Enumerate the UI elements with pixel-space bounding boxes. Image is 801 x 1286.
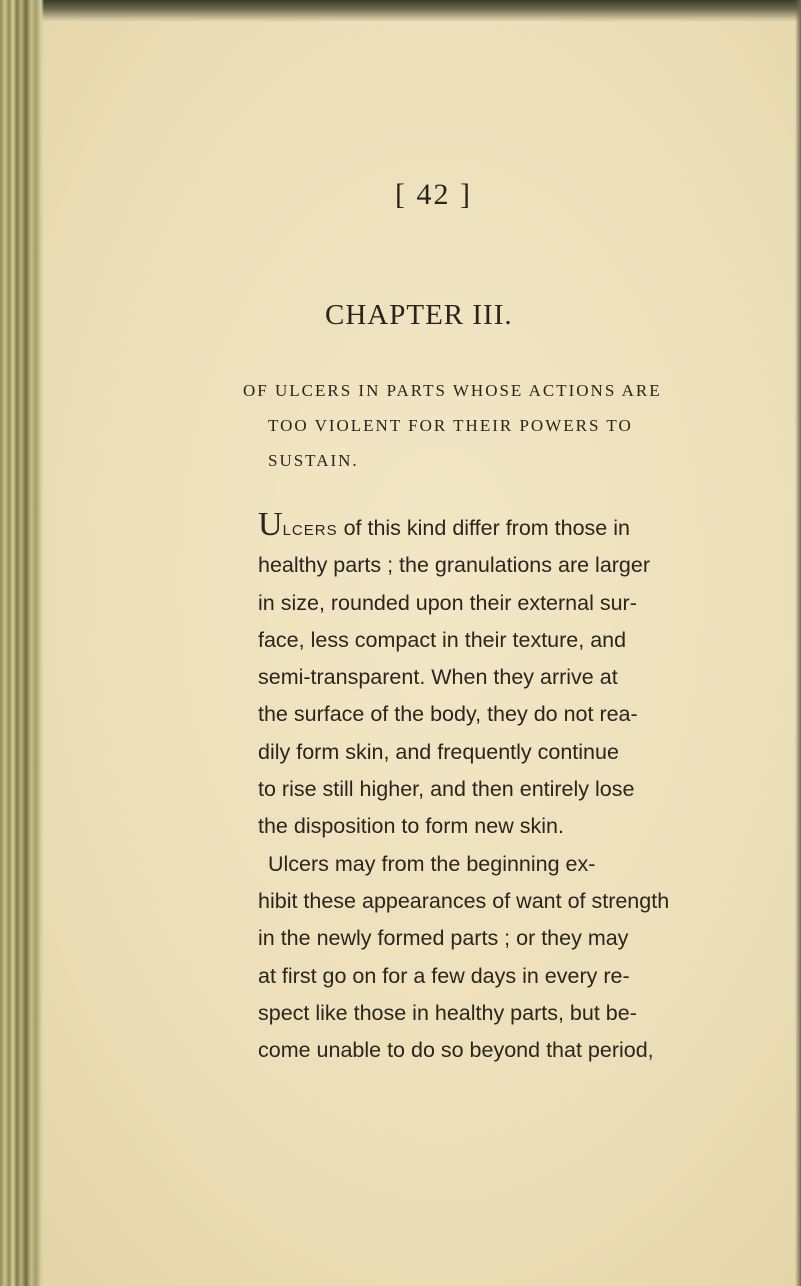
- body-text: [258, 506, 736, 1069]
- first-word-rest: lcers: [282, 516, 338, 540]
- body-line: come unable to do so beyond that period,: [258, 1038, 654, 1063]
- heading-line: TOO VIOLENT FOR THEIR POWERS TO: [268, 416, 633, 435]
- body-line: semi-transparent. When they arrive at: [258, 665, 618, 690]
- body-line-1: [258, 506, 736, 547]
- body-line: healthy parts ; the granulations are larger: [258, 553, 651, 578]
- body-line: the disposition to form new skin.: [258, 814, 564, 839]
- body-line: Ulcers may from the beginning ex-: [268, 851, 596, 876]
- drop-cap: U: [258, 506, 283, 543]
- body-line: hibit these appearances of want of strength: [258, 888, 670, 913]
- body-line: the surface of the body, they do not rea-: [258, 702, 638, 727]
- body-line: in the newly formed parts ; or they may: [258, 926, 629, 951]
- book-spine-edge: [0, 0, 44, 1286]
- chapter-title: CHAPTER III.: [325, 299, 513, 331]
- heading-line: SUSTAIN.: [268, 451, 359, 470]
- body-line: in size, rounded upon their external sur-: [258, 590, 637, 615]
- page-number: [ 42 ]: [395, 178, 472, 211]
- body-line: spect like those in healthy parts, but be-: [258, 1000, 637, 1025]
- body-line: to rise still higher, and then entirely lose: [258, 777, 635, 802]
- page-top-edge: [0, 0, 801, 22]
- body-line-text: of this kind differ from those in: [337, 516, 630, 540]
- heading-line: OF ULCERS IN PARTS WHOSE ACTIONS ARE: [243, 381, 662, 400]
- page-right-edge: [795, 0, 801, 1286]
- body-line: dily form skin, and frequently continue: [258, 739, 619, 764]
- body-line: at first go on for a few days in every re-: [258, 963, 630, 988]
- body-line: face, less compact in their texture, and: [258, 627, 627, 652]
